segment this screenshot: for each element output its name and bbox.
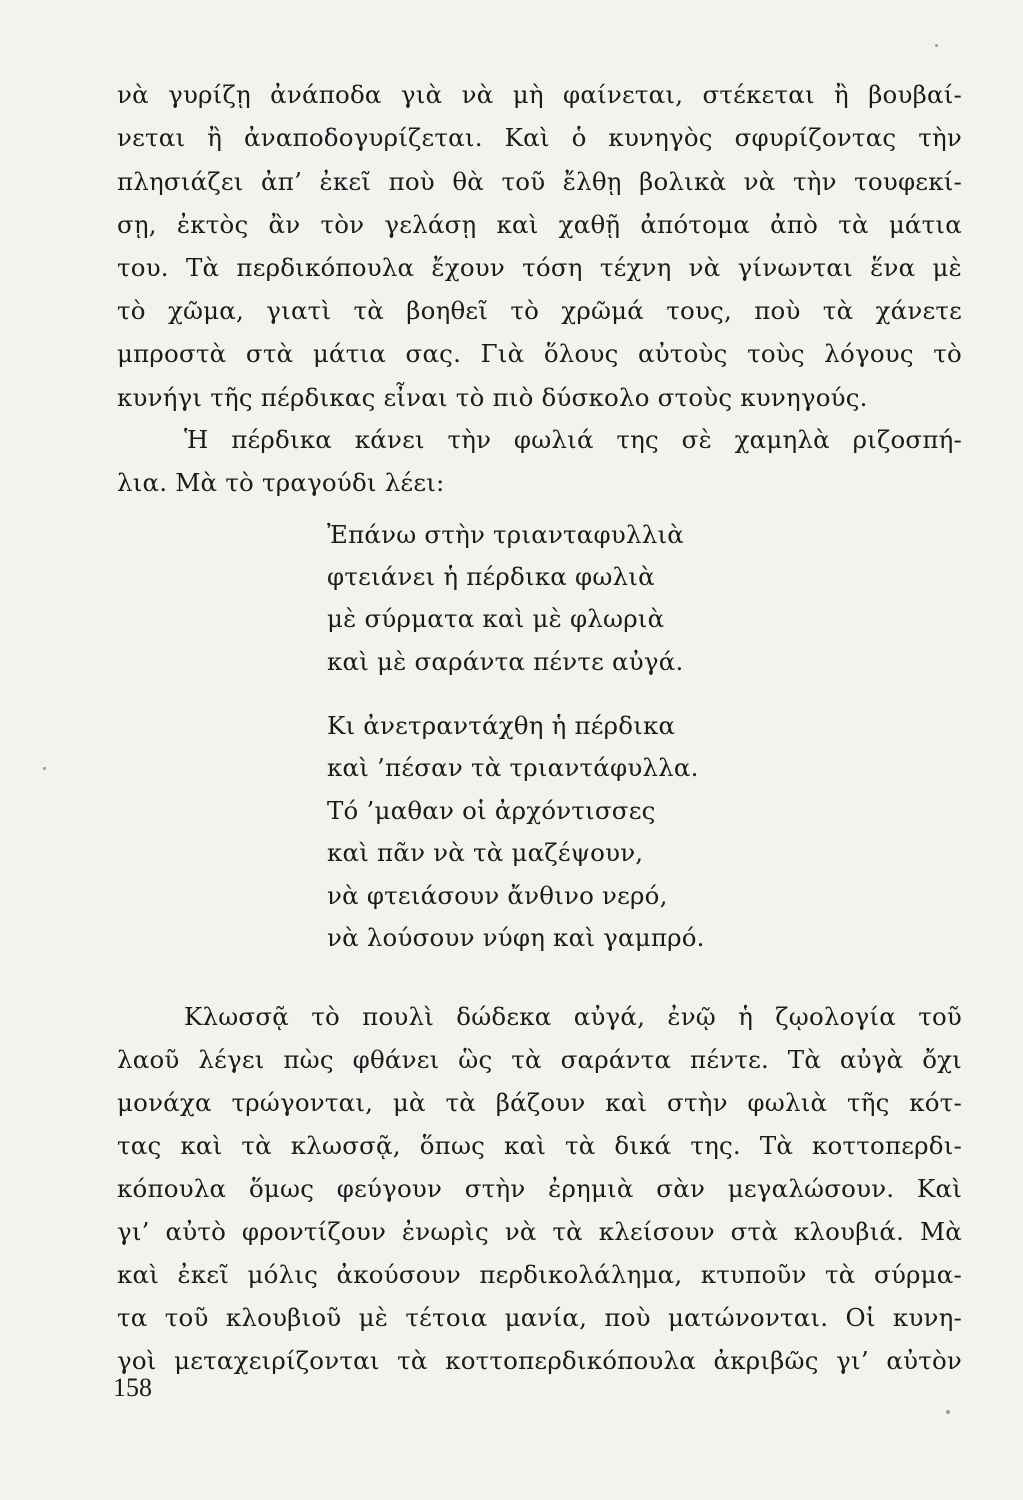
- text-line: γοὶ μεταχειρίζονται τὰ κοττοπερδικόπουλα ἀκριβῶς γι’ αὐτὸν: [117, 1346, 962, 1375]
- text-line: νεται ἢ ἀναποδογυρίζεται. Καὶ ὁ κυνηγὸς σφυρίζοντας τὴν: [117, 123, 962, 152]
- text-line: Ἡ πέρδικα κάνει τὴν φωλιά της σὲ χαμηλὰ ριζοσπή-: [184, 425, 962, 454]
- text-line: μονάχα τρώγονται, μὰ τὰ βάζουν καὶ στὴν φωλιὰ τῆς κότ-: [117, 1088, 962, 1117]
- verse-line: Τό ’μαθαν οἱ ἀρχόντισσες: [327, 796, 656, 825]
- text-line: τα τοῦ κλουβιοῦ μὲ τέτοια μανία, ποὺ ματώνονται. Οἱ κυνη-: [117, 1303, 962, 1332]
- text-line: λια. Μὰ τὸ τραγούδι λέει:: [117, 468, 445, 497]
- text-line: πλησιάζει ἀπ’ ἐκεῖ ποὺ θὰ τοῦ ἔλθῃ βολικὰ νὰ τὴν τουφεκί-: [117, 167, 962, 196]
- verse-line: καὶ πᾶν νὰ τὰ μαζέψουν,: [327, 838, 644, 867]
- verse-line: φτειάνει ἡ πέρδικα φωλιὰ: [327, 562, 655, 591]
- text-line: τας καὶ τὰ κλωσσᾷ, ὅπως καὶ τὰ δικά της. Τὰ κοττοπερδι-: [117, 1131, 962, 1160]
- text-line: Κλωσσᾷ τὸ πουλὶ δώδεκα αὐγά, ἐνῷ ἡ ζῳολογία τοῦ: [184, 1002, 962, 1031]
- verse-line: καὶ μὲ σαράντα πέντε αὐγά.: [327, 647, 684, 676]
- text-line: κυνήγι τῆς πέρδικας εἶναι τὸ πιὸ δύσκολο στοὺς κυνηγούς.: [117, 383, 868, 412]
- scan-speck: [946, 1410, 950, 1414]
- verse-line: Ἐπάνω στὴν τριανταφυλλιὰ: [327, 520, 684, 549]
- verse-line: Κι ἀνετραντάχθη ἡ πέρδικα: [327, 711, 676, 740]
- text-line: νὰ γυρίζῃ ἀνάποδα γιὰ νὰ μὴ φαίνεται, στέκεται ἢ βουβαί-: [117, 80, 962, 109]
- text-line: τὸ χῶμα, γιατὶ τὰ βοηθεῖ τὸ χρῶμά τους, ποὺ τὰ χάνετε: [117, 296, 962, 325]
- text-line: καὶ ἐκεῖ μόλις ἀκούσουν περδικολάλημα, κτυποῦν τὰ σύρμα-: [117, 1260, 962, 1289]
- text-line: σῃ, ἐκτὸς ἂν τὸν γελάσῃ καὶ χαθῇ ἀπότομα ἀπὸ τὰ μάτια: [117, 210, 962, 239]
- verse-line: μὲ σύρματα καὶ μὲ φλωριὰ: [327, 604, 665, 633]
- text-line: λαοῦ λέγει πὼς φθάνει ὣς τὰ σαράντα πέντε. Τὰ αὐγὰ ὄχι: [117, 1045, 962, 1074]
- page-number: 158: [113, 1373, 152, 1402]
- scan-speck: [43, 767, 46, 770]
- verse-line: καὶ ’πέσαν τὰ τριαντάφυλλα.: [327, 753, 699, 782]
- scan-speck: [935, 44, 938, 47]
- verse-line: νὰ φτειάσουν ἄνθινο νερό,: [327, 881, 668, 910]
- text-line: κόπουλα ὅμως φεύγουν στὴν ἐρημιὰ σὰν μεγαλώσουν. Καὶ: [117, 1174, 962, 1203]
- verse-line: νὰ λούσουν νύφη καὶ γαμπρό.: [327, 923, 705, 952]
- text-line: μπροστὰ στὰ μάτια σας. Γιὰ ὅλους αὐτοὺς τοὺς λόγους τὸ: [117, 339, 962, 368]
- text-line: γι’ αὐτὸ φροντίζουν ἐνωρὶς νὰ τὰ κλείσουν στὰ κλουβιά. Μὰ: [117, 1217, 962, 1246]
- text-line: του. Τὰ περδικόπουλα ἔχουν τόση τέχνη νὰ γίνωνται ἕνα μὲ: [117, 253, 962, 282]
